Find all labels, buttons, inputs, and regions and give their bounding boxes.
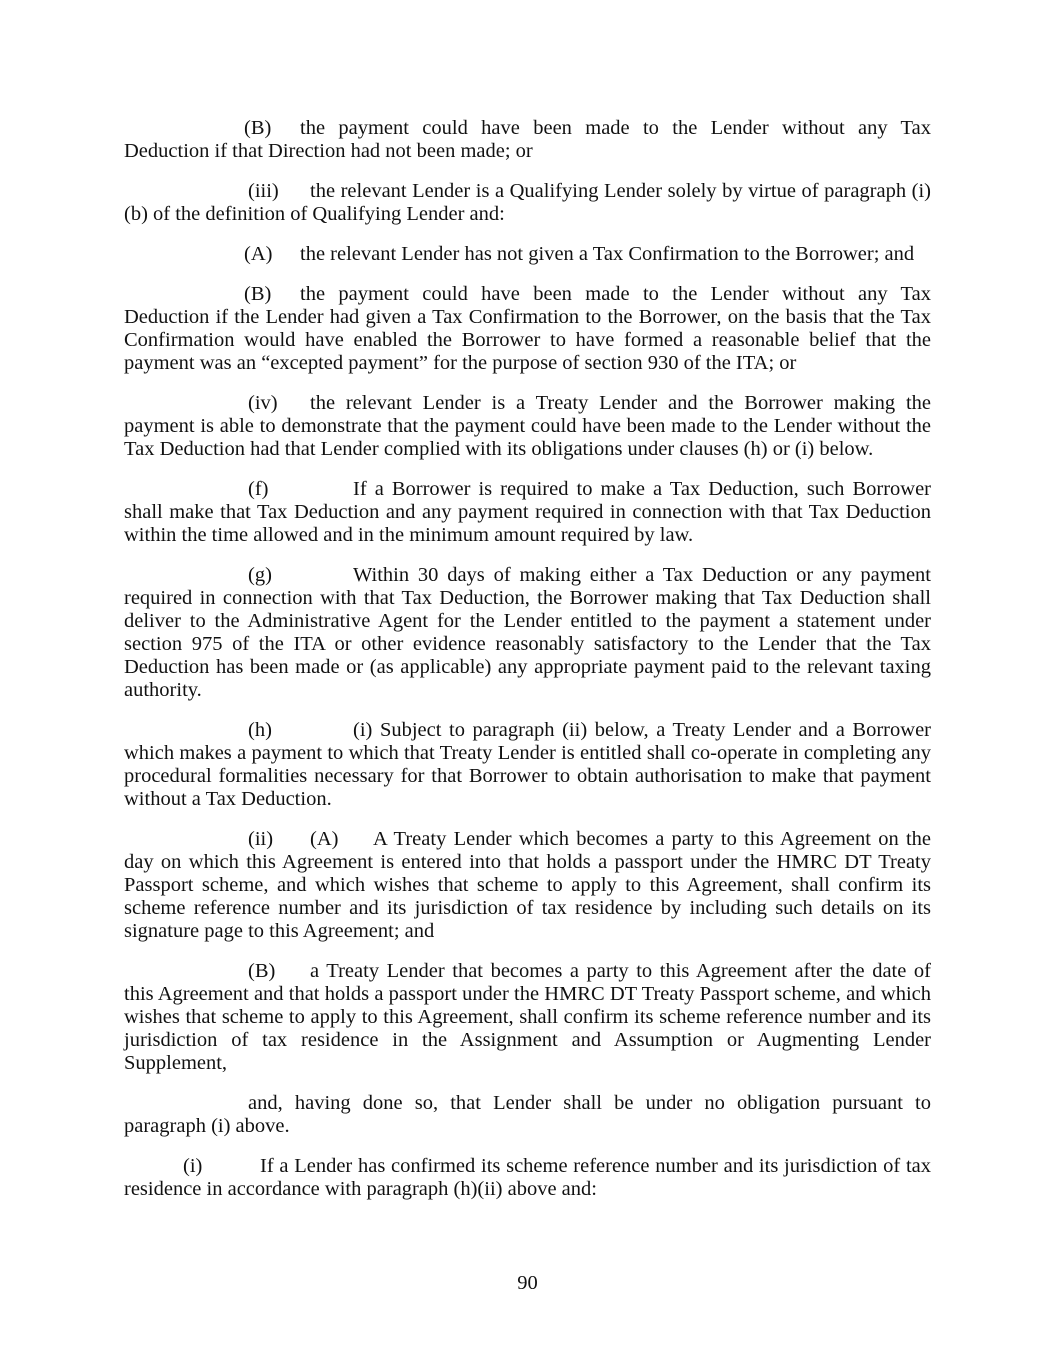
clause-label: (f) [248, 478, 269, 500]
clause-label: (B) [244, 283, 272, 305]
clause-body: and, having done so, that Lender shall be under no obligation pursuant to paragraph (i) above. [124, 1092, 931, 1137]
clause-label: (h) [248, 719, 272, 741]
clause-paragraph-f [124, 478, 931, 547]
clause-paragraph-B3 [124, 960, 931, 1075]
clause-paragraph-i [124, 1155, 931, 1201]
clause-label: (A) [244, 243, 273, 265]
clause-body: (i) Subject to paragraph (ii) below, a Treaty Lender and a Borrower which makes a payment to which that Treaty Lender is entitled shall co-operate in completing any procedural formalities necessary for that Borrower to obtain authorisation to make that payment without a Tax Deduction. [124, 719, 931, 810]
clause-paragraph-iv [124, 392, 931, 461]
clause-label: (iv) [248, 392, 278, 414]
clause-paragraph-continuation [124, 1092, 931, 1138]
clause-paragraph-ii-A [124, 828, 931, 943]
clause-body: If a Lender has confirmed its scheme reference number and its jurisdiction of tax residence in accordance with paragraph (h)(ii) above and: [124, 1155, 931, 1200]
clause-label: (g) [248, 564, 272, 586]
clause-body: the relevant Lender is a Qualifying Lender solely by virtue of paragraph (i)(b) of the definition of Qualifying Lender and: [124, 180, 931, 225]
clause-body: If a Borrower is required to make a Tax Deduction, such Borrower shall make that Tax Deduction and any payment required in connection with that Tax Deduction within the time allowed and in the minimum amount required by law. [124, 478, 931, 546]
clause-body: Within 30 days of making either a Tax Deduction or any payment required in connection with that Tax Deduction, the Borrower making that Tax Deduction shall deliver to the Administrative Agent for the Lender entitled to the payment a statement under section 975 of the ITA or other evidence reasonably satisfactory to the Lender that the Tax Deduction has been made or (as applicable) any appropriate payment paid to the relevant taxing authority. [124, 564, 931, 701]
clause-body: A Treaty Lender which becomes a party to this Agreement on the day on which this Agreement is entered into that holds a passport under the HMRC DT Treaty Passport scheme, and which wishes that scheme to apply to this Agreement, shall confirm its scheme reference number and its jurisdiction of tax residence by including such details on its signature page to this Agreement; and [124, 828, 931, 942]
clause-paragraph-iii [124, 180, 931, 226]
clause-label: (ii) [248, 828, 274, 850]
clause-label: (iii) [248, 180, 279, 202]
clause-body: the relevant Lender is a Treaty Lender and the Borrower making the payment is able to demonstrate that the payment could have been made to the Lender without the Tax Deduction had that Lender complied with its obligations under clauses (h) or (i) below. [124, 392, 931, 460]
clause-body: the relevant Lender has not given a Tax Confirmation to the Borrower; and [300, 243, 915, 265]
page-number: 90 [517, 1272, 538, 1294]
clause-label: (B) [248, 960, 276, 982]
clause-sublabel: (A) [310, 828, 339, 850]
clause-paragraph-A1 [124, 243, 931, 266]
clause-paragraph-g [124, 564, 931, 702]
clause-label: (B) [244, 117, 272, 139]
clause-body: the payment could have been made to the Lender without any Tax Deduction if the Lender had given a Tax Confirmation to the Borrower, on the basis that the Tax Confirmation would have enabled the Borrower to have formed a reasonable belief that the payment was an “excepted payment” for the purpose of section 930 of the ITA; or [124, 283, 931, 374]
clause-paragraph-B2 [124, 283, 931, 375]
clause-label: (i) [183, 1155, 203, 1177]
clause-body: the payment could have been made to the Lender without any Tax Deduction if that Direction had not been made; or [124, 117, 931, 162]
clause-paragraph-h [124, 719, 931, 811]
clause-text-block [124, 117, 931, 1218]
clause-body: a Treaty Lender that becomes a party to this Agreement after the date of this Agreement and that holds a passport under the HMRC DT Treaty Passport scheme, and which wishes that scheme to apply to this Agreement, shall confirm its scheme reference number and its jurisdiction of tax residence in the Assignment and Assumption or Augmenting Lender Supplement, [124, 960, 931, 1074]
clause-paragraph-B1 [124, 117, 931, 163]
